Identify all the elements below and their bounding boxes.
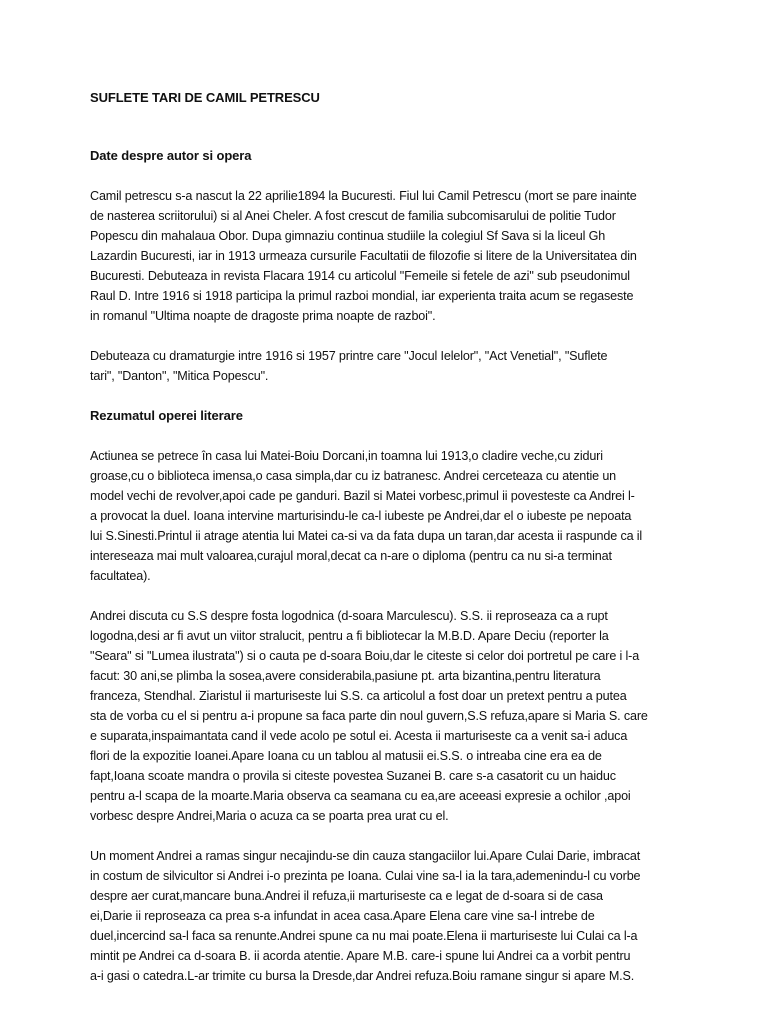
paragraph-summary-1: Actiunea se petrece în casa lui Matei-Boiu Dorcani,in toamna lui 1913,o cladire veche,cu ziduri groase,cu o biblioteca imensa,o casa simpla,dar cu iz batranesc. Andrei cerceteaza cu atentie un model vechi de revolver,apoi cade pe ganduri. Bazil si Matei vorbesc,primul ii povesteste ca Andrei l- a provocat la duel. Ioana intervine marturisindu-le ca-l iubeste pe Andrei,dar el o iubeste pe nepoata lui S.Sinesti.Printul ii atrage atentia lui Matei ca-si va da fata dupa un taran,dar acesta ii raspunde ca il intereseaza mai mult valoarea,curajul moral,decat ca n-are o diploma (pentru ca nu si-a terminat facultatea). (90, 449, 643, 583)
section-heading-summary: Rezumatul operei literare (90, 408, 243, 423)
section-heading-author: Date despre autor si opera (90, 148, 252, 163)
paragraph-dramaturgy: Debuteaza cu dramaturgie intre 1916 si 1957 printre care "Jocul Ielelor", "Act Venetial", "Suflete tari", "Danton", "Mitica Popescu". (90, 349, 608, 383)
document-title: SUFLETE TARI DE CAMIL PETRESCU (90, 90, 320, 105)
paragraph-summary-2: Andrei discuta cu S.S despre fosta logodnica (d-soara Marculescu). S.S. ii reproseaza ca a rupt logodna,desi ar fi avut un viitor stralucit, pentru a fi bibliotecar la M.B.D. Apare Deciu (reporter la "Seara" si "Lumea ilustrata") si o cauta pe d-soara Boiu,dar le citeste si celor doi portretul pe care i l-a facut: 30 ani,se plimba la sosea,avere considerabila,pasiune pt. arta bizantina,pentru literatura franceza, Stendhal. Ziaristul ii marturiseste lui S.S. ca articolul a fost doar un pretext pentru a putea sta de vorba cu el si pentru a-i propune sa faca parte din noul guvern,S.S refuza,apare si Maria S. care e suparata,inspaimantata cand il vede acolo pe sotul ei. Acesta ii marturiseste ca a venit sa-i aduca flori de la expozitie Ioanei.Apare Ioana cu un tablou al matusii ei.S.S. o intreaba cine era ea de fapt,Ioana scoate mandra o provila si citeste povestea Suzanei B. care s-a casatorit cu un haiduc pentru a-l scapa de la moarte.Maria observa ca seamana cu ea,are aceeasi expresie a ochilor ,apoi vorbesc despre Andrei,Maria o acuza ca se poarta prea urat cu el. (90, 609, 648, 823)
document-page (90, 88, 690, 1006)
paragraph-author-bio: Camil petrescu s-a nascut la 22 aprilie1894 la Bucuresti. Fiul lui Camil Petrescu (mort se pare inainte de nasterea scriitorului) si al Anei Cheler. A fost crescut de familia subcomisarului de politie Tudor Popescu din mahalaua Obor. Dupa gimnaziu continua studiile la colegiul Sf Sava si la liceul Gh Lazardin Bucuresti, iar in 1913 urmeaza cursurile Facultatii de filozofie si litere de la Universitatea din Bucuresti. Debuteaza in revista Flacara 1914 cu articolul "Femeile si fetele de azi" sub pseudonimul Raul D. Intre 1916 si 1918 participa la primul razboi mondial, iar experienta traita acum se regaseste in romanul "Ultima noapte de dragoste prima noapte de razboi". (90, 189, 637, 323)
paragraph-summary-3: Un moment Andrei a ramas singur necajindu-se din cauza stangaciilor lui.Apare Culai Darie, imbracat in costum de silvicultor si Andrei i-o prezinta pe Ioana. Culai vine sa-l ia la tara,ademenindu-l cu vorbe despre aer curat,mancare buna.Andrei il refuza,ii marturiseste ca e legat de d-soara si de casa ei,Darie ii reproseaza ca prea s-a infundat in acea casa.Apare Elena care vine sa-l intrebe de duel,incercind sa-l faca sa renunte.Andrei spune ca nu mai poate.Elena ii marturiseste lui Culai ca l-a mintit pe Andrei ca d-soara B. ii acorda atentie. Apare M.B. care-i spune lui Andrei ca a vorbit pentru a-i gasi o catedra.L-ar trimite cu bursa la Dresde,dar Andrei refuza.Boiu ramane singur si apare M.S. (90, 849, 641, 983)
